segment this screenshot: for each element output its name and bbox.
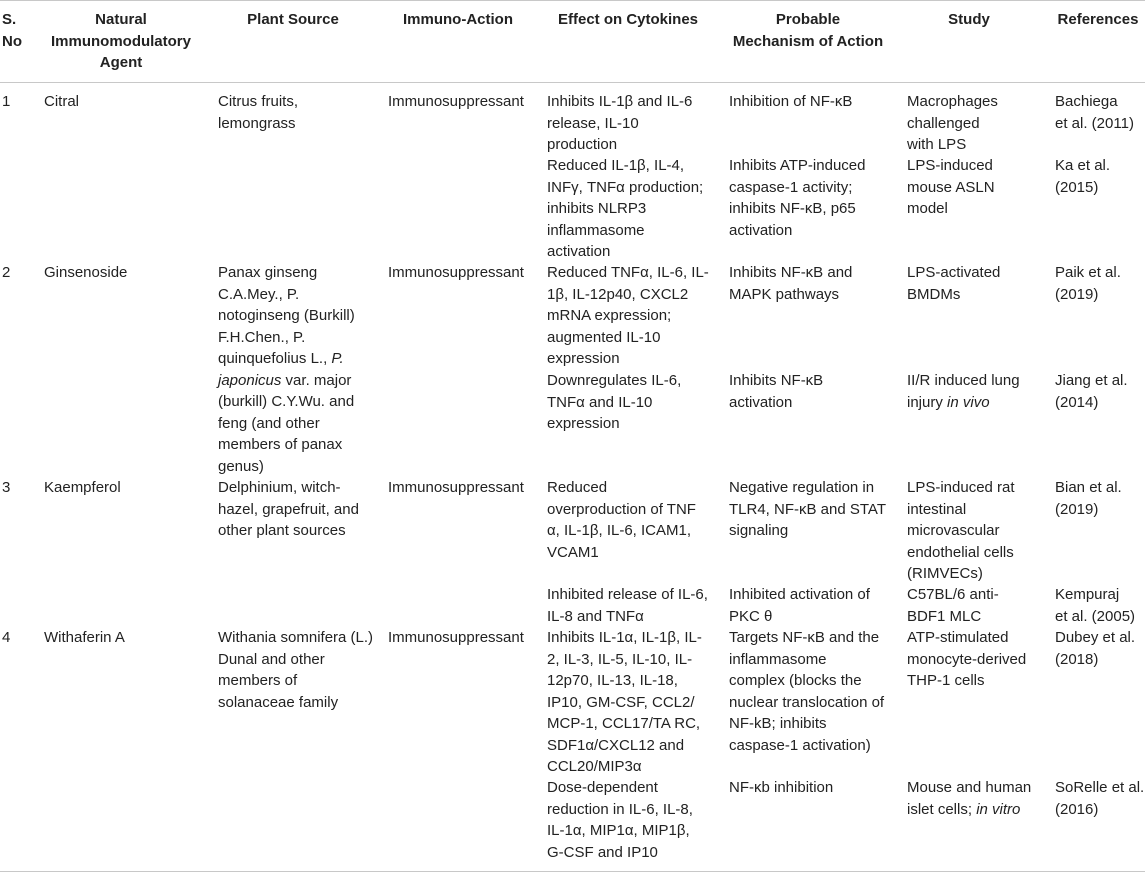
reference-line: SoRelle et al.: [1055, 779, 1145, 796]
plant-source-line: notoginseng (Burkill): [218, 307, 355, 324]
agent-name: Kaempferol: [44, 479, 121, 496]
cytokine-effect-line: 2, IL-3, IL-5, IL-10, IL-: [547, 650, 693, 668]
study-line: LPS-induced: [907, 157, 993, 174]
cytokine-effect: [547, 262, 709, 370]
mechanism-line: Negative regulation in: [729, 479, 875, 496]
header-source-line: Plant Source: [247, 11, 339, 28]
study-italic-text: in vitro: [976, 800, 1021, 818]
cytokine-effect-line: inhibits NLRP3: [547, 200, 647, 217]
mechanism-line: MAPK pathways: [729, 285, 840, 303]
reference: [1055, 584, 1135, 627]
reference-line: Paik et al.: [1055, 264, 1121, 281]
header-mechanism-line: Probable: [775, 11, 841, 28]
mechanism: [729, 584, 870, 627]
study-line: Mouse and human: [907, 779, 1032, 796]
header-references-line: References: [1057, 11, 1139, 28]
cytokine-effect-line: reduction in IL-6, IL-8,: [547, 800, 693, 818]
study-line: C57BL/6 anti-: [907, 586, 999, 603]
study: [907, 262, 1000, 305]
cytokine-effect-line: IL-1α, MIP1α, MIP1β,: [547, 822, 690, 839]
header-sno-line: S.: [2, 11, 17, 28]
mechanism-line: Inhibits NF-κB and: [729, 264, 853, 281]
mechanism-line: Inhibition of NF-κB: [729, 93, 853, 110]
cytokine-effect: [547, 584, 708, 627]
header-agent: [21, 9, 221, 74]
agent-name: Ginsenoside: [44, 264, 128, 281]
reference-line: Bachiega: [1055, 93, 1118, 110]
cytokine-effect-line: SDF1α/CXCL12 and: [547, 736, 685, 754]
reference-line: (2014): [1055, 393, 1099, 411]
mechanism: [729, 91, 852, 113]
mechanism-line: activation: [729, 393, 793, 411]
cytokine-effect-line: MCP-1, CCL17/TA RC,: [547, 715, 701, 732]
cytokine-effect-line: mRNA expression;: [547, 307, 672, 324]
study-text: injury: [907, 393, 948, 411]
study-line: monocyte-derived: [907, 650, 1027, 668]
mechanism: [729, 477, 886, 542]
cytokine-effect-line: expression: [547, 415, 620, 432]
cytokine-effect-line: Reduced IL-1β, IL-4,: [547, 157, 685, 174]
plant-source-line: Delphinium, witch-: [218, 479, 341, 496]
mechanism-line: Targets NF-κB and the: [729, 629, 880, 646]
cytokine-effect-line: Downregulates IL-6,: [547, 372, 682, 389]
cytokine-effect-line: Inhibits IL-1α, IL-1β, IL-: [547, 629, 702, 646]
cytokine-effect-line: G-CSF and IP10: [547, 843, 658, 861]
cytokine-effect-line: inflammasome: [547, 221, 645, 239]
top-rule: [0, 0, 1145, 1]
study-line: BDF1 MLC: [907, 607, 982, 625]
cytokine-effect: [547, 777, 693, 863]
mechanism-line: inhibits NF-κB, p65: [729, 200, 856, 217]
plant-source-line: members of panax: [218, 436, 343, 453]
study-text: islet cells;: [907, 800, 977, 818]
header-rule: [0, 82, 1145, 83]
cytokine-effect-line: augmented IL-10: [547, 328, 661, 346]
study-line: endothelial cells: [907, 543, 1014, 561]
mechanism-line: NF-kB; inhibits: [729, 715, 827, 732]
plant-source-line: feng (and other: [218, 414, 320, 432]
cytokine-effect: [547, 91, 692, 156]
plant-source-line: genus): [218, 457, 264, 475]
immuno-action: Immunosuppressant: [388, 264, 524, 281]
study-line: LPS-activated: [907, 264, 1001, 281]
reference: [1055, 477, 1122, 520]
plant-source-line: (burkill) C.Y.Wu. and: [218, 393, 355, 410]
mechanism-line: TLR4, NF-κB and STAT: [729, 500, 886, 518]
plant-source-line: lemongrass: [218, 114, 296, 132]
cytokine-effect-line: INFγ, TNFα production;: [547, 178, 704, 196]
study-line: [907, 392, 1020, 414]
mechanism-line: nuclear translocation of: [729, 693, 885, 711]
plant-source-line: Panax ginseng: [218, 264, 318, 281]
plant-source-line: C.A.Mey., P.: [218, 285, 300, 303]
cytokine-effect-line: Reduced TNFα, IL-6, IL-: [547, 264, 709, 281]
mechanism: [729, 262, 852, 305]
header-sno: [2, 9, 22, 52]
immuno-action: Immunosuppressant: [388, 479, 524, 496]
plant-source: [218, 262, 355, 477]
reference: [1055, 262, 1121, 305]
cytokine-effect-line: 12p70, IL-13, IL-18,: [547, 672, 678, 689]
header-cytokines-line: Effect on Cytokines: [557, 11, 699, 28]
row-number: 1: [2, 93, 11, 110]
plant-source: [218, 91, 298, 134]
study-line: (RIMVECs): [907, 565, 983, 582]
study-line: BMDMs: [907, 285, 961, 303]
mechanism-line: NF-κb inhibition: [729, 779, 834, 796]
reference: [1055, 155, 1110, 198]
mechanism: [729, 155, 865, 241]
plant-source-line: Withania somnifera (L.): [218, 629, 374, 646]
cytokine-effect-line: 1β, IL-12p40, CXCL2: [547, 285, 689, 303]
header-sno-line: No: [2, 32, 22, 50]
cytokine-effect-line: activation: [547, 243, 611, 260]
row-number: 4: [2, 629, 11, 646]
agent-name: Citral: [44, 93, 80, 110]
mechanism-line: Inhibited activation of: [729, 586, 870, 603]
reference-line: et al. (2005): [1055, 607, 1136, 625]
immuno-action: Immunosuppressant: [388, 629, 524, 646]
mechanism-line: signaling: [729, 522, 789, 539]
plant-source-line: F.H.Chen., P.: [218, 328, 306, 346]
mechanism-line: complex (blocks the: [729, 672, 862, 689]
cytokine-effect-line: CCL20/MIP3α: [547, 758, 642, 775]
plant-source-line: members of: [218, 672, 298, 689]
cytokine-effect-line: expression: [547, 350, 620, 367]
row-number: 2: [2, 264, 11, 281]
mechanism-line: inflammasome: [729, 650, 827, 668]
study-line: ATP-stimulated: [907, 629, 1009, 646]
plant-source: [218, 477, 359, 542]
header-references: [998, 9, 1145, 31]
study-line: Macrophages: [907, 93, 998, 110]
mechanism: [729, 370, 823, 413]
study: [907, 777, 1031, 820]
reference: [1055, 91, 1134, 134]
study: [907, 584, 999, 627]
study-line: model: [907, 200, 948, 217]
cytokine-effect-line: α, IL-1β, IL-6, ICAM1,: [547, 522, 692, 539]
reference: [1055, 370, 1128, 413]
reference-line: (2018): [1055, 650, 1099, 668]
mechanism: [729, 627, 884, 756]
agent-name: Withaferin A: [44, 629, 125, 646]
reference-line: Jiang et al.: [1055, 372, 1128, 389]
study-line: challenged: [907, 114, 980, 132]
cytokine-effect-line: release, IL-10: [547, 114, 639, 132]
reference-line: Ka et al.: [1055, 157, 1111, 174]
mechanism-line: PKC θ: [729, 607, 773, 625]
study: [907, 370, 1020, 413]
plant-source-line: japonicus var. major: [218, 371, 352, 389]
plant-source-line: other plant sources: [218, 522, 346, 539]
mechanism-line: caspase-1 activity;: [729, 178, 853, 196]
plant-source-line: hazel, grapefruit, and: [218, 500, 359, 518]
plant-source-line: solanaceae family: [218, 693, 339, 711]
reference-line: Kempuraj: [1055, 586, 1120, 603]
study-line: microvascular: [907, 522, 1000, 539]
study-line: intestinal: [907, 500, 967, 518]
cytokine-effect-line: Dose-dependent: [547, 779, 658, 796]
study: [907, 477, 1015, 585]
mechanism: [729, 777, 833, 799]
header-action-line: Immuno-Action: [403, 11, 513, 28]
bottom-rule: [0, 871, 1145, 872]
study-line: mouse ASLN: [907, 178, 995, 196]
study-line: II/R induced lung: [907, 372, 1020, 389]
header-agent-line: Immunomodulatory: [50, 32, 191, 50]
mechanism-line: Inhibits ATP-induced: [729, 157, 866, 174]
study: [907, 155, 995, 220]
study: [907, 91, 998, 156]
mechanism-line: caspase-1 activation): [729, 736, 871, 754]
header-study-line: Study: [948, 11, 990, 28]
cytokine-effect: [547, 477, 696, 563]
cytokine-effect-line: overproduction of TNF: [547, 500, 696, 518]
cytokine-effect-line: Inhibited release of IL-6,: [547, 586, 708, 603]
plant-source: [218, 627, 373, 713]
cytokine-effect-line: Reduced: [547, 479, 608, 496]
cytokine-effect: [547, 370, 681, 435]
study-line: LPS-induced rat: [907, 479, 1015, 496]
header-agent-line: Agent: [99, 54, 143, 71]
plant-source-line: quinquefolius L., P.: [218, 350, 344, 367]
reference-line: (2015): [1055, 178, 1099, 196]
study-italic-text: in vivo: [947, 393, 990, 411]
immuno-action: Immunosuppressant: [388, 93, 524, 110]
plant-source-line: Citrus fruits,: [218, 93, 299, 110]
reference-line: et al. (2011): [1055, 114, 1134, 132]
cytokine-effect-line: TNFα and IL-10: [547, 393, 653, 411]
header-mechanism-line: Mechanism of Action: [732, 32, 884, 50]
cytokine-effect-line: IL-8 and TNFα: [547, 607, 644, 625]
reference: [1055, 777, 1144, 820]
study-line: THP-1 cells: [907, 672, 985, 689]
cytokine-effect-line: production: [547, 136, 618, 153]
reference-line: Dubey et al.: [1055, 629, 1136, 646]
study-line: [907, 799, 1031, 821]
mechanism-line: Inhibits NF-κB: [729, 372, 824, 389]
header-agent-line: Natural: [95, 11, 147, 28]
reference-line: (2019): [1055, 285, 1099, 303]
cytokine-effect: [547, 155, 703, 263]
cytokine-effect-line: IP10, GM-CSF, CCL2/: [547, 693, 695, 711]
cytokine-effect: [547, 627, 702, 778]
header-cytokines: [528, 9, 728, 31]
cytokine-effect-line: Inhibits IL-1β and IL-6: [547, 93, 693, 110]
reference-line: Bian et al.: [1055, 479, 1122, 496]
study-line: with LPS: [907, 136, 967, 153]
cytokine-effect-line: VCAM1: [547, 543, 599, 561]
study: [907, 627, 1026, 692]
plant-source-line: Dunal and other: [218, 650, 325, 668]
reference-line: (2016): [1055, 800, 1099, 818]
reference-line: (2019): [1055, 500, 1099, 518]
mechanism-line: activation: [729, 221, 793, 239]
reference: [1055, 627, 1135, 670]
row-number: 3: [2, 479, 11, 496]
